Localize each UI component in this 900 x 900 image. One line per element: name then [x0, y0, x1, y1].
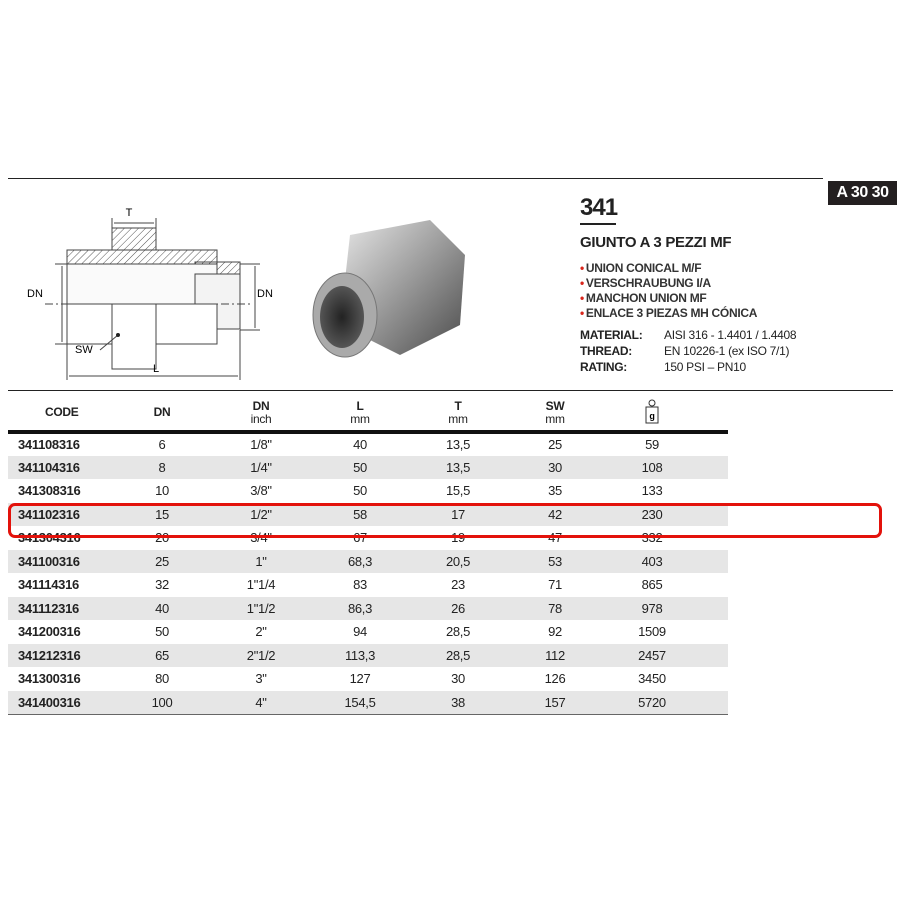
table-row	[8, 644, 728, 668]
table-cell: 15,5	[445, 483, 471, 499]
table-cell: 50	[155, 624, 169, 640]
table-cell: 341400316	[18, 694, 81, 710]
table-cell: 154,5	[344, 694, 376, 710]
table-cell: 92	[548, 624, 562, 640]
table-cell: 865	[641, 577, 663, 593]
table-cell: 3"	[255, 671, 267, 687]
dim-dn-right-label: DN	[257, 288, 273, 300]
translation-text: VERSCHRAUBUNG I/A	[585, 276, 711, 290]
table-row	[8, 691, 728, 715]
table-cell: 32	[155, 577, 169, 593]
table-cell: 341108316	[18, 437, 80, 453]
header-unit: mm	[350, 411, 370, 426]
table-cell: 332	[641, 530, 663, 546]
top-divider	[8, 178, 823, 179]
table-cell: 38	[451, 694, 465, 710]
table-row	[8, 456, 728, 480]
table-cell: 1"1/4	[246, 577, 276, 593]
spec-rating	[580, 360, 746, 374]
table-cell: 1/8"	[250, 437, 272, 453]
table-header-row	[8, 395, 728, 432]
table-cell: 59	[645, 437, 659, 453]
translation-text: UNION CONICAL M/F	[585, 261, 702, 275]
table-cell: 80	[155, 671, 169, 687]
table-cell: 5720	[638, 694, 666, 710]
table-cell: 1"1/2	[246, 600, 276, 616]
product-code: 341	[580, 194, 618, 221]
table-row	[8, 667, 728, 691]
table-cell: 17	[451, 506, 465, 522]
table-cell-empty	[700, 691, 728, 715]
header-label: DN	[153, 405, 171, 419]
header-unit: inch	[250, 411, 272, 426]
mid-divider	[8, 390, 893, 391]
table-cell: 341102316	[18, 506, 80, 522]
table-cell-empty	[700, 456, 728, 480]
table-cell: 230	[641, 506, 663, 522]
table-cell: 86,3	[347, 600, 373, 616]
table-cell: 3/4"	[250, 530, 272, 546]
table-cell-empty	[700, 573, 728, 597]
table-cell: 68,3	[347, 553, 373, 569]
spec-thread	[580, 344, 789, 358]
dim-sw-label: SW	[75, 344, 93, 356]
column-header	[212, 395, 310, 432]
table-cell: 67	[353, 530, 367, 546]
svg-text:g: g	[649, 411, 655, 421]
header-label: L	[356, 398, 364, 413]
translation-text: MANCHON UNION MF	[585, 291, 707, 305]
table-cell: 13,5	[445, 459, 471, 475]
table-cell: 65	[155, 647, 169, 663]
table-cell: 341104316	[18, 459, 80, 475]
column-header	[506, 395, 604, 432]
table-cell: 50	[353, 483, 367, 499]
table-cell: 20,5	[445, 553, 471, 569]
table-cell: 2"1/2	[246, 647, 276, 663]
table-cell: 403	[641, 553, 663, 569]
table-cell: 23	[451, 577, 465, 593]
table-cell: 25	[155, 553, 169, 569]
table-cell: 28,5	[445, 624, 471, 640]
spec-value: 150 PSI – PN10	[664, 360, 746, 374]
table-cell: 113,3	[344, 647, 376, 663]
table-cell: 3450	[638, 671, 666, 687]
table-cell-empty	[700, 432, 728, 456]
spec-value: AISI 316 - 1.4401 / 1.4408	[664, 328, 797, 342]
table-cell: 78	[548, 600, 562, 616]
translation-en: • UNION CONICAL M/F	[580, 261, 702, 275]
table-cell: 1509	[638, 624, 666, 640]
table-cell: 47	[548, 530, 562, 546]
header-unit: mm	[545, 411, 565, 426]
table-cell: 341112316	[18, 600, 79, 616]
table-cell: 1/4"	[250, 459, 272, 475]
table-cell: 28,5	[445, 647, 471, 663]
table-cell: 3/8"	[250, 483, 272, 499]
column-header	[604, 395, 700, 432]
product-title: GIUNTO A 3 PEZZI MF	[580, 234, 732, 251]
technical-drawing	[25, 200, 273, 385]
dim-t-label: T	[125, 207, 133, 219]
table-cell-empty	[700, 479, 728, 503]
table-cell: 25	[548, 437, 562, 453]
table-cell: 341212316	[18, 647, 81, 663]
translation-text: ENLACE 3 PIEZAS MH CÓNICA	[585, 306, 758, 320]
table-cell: 127	[349, 671, 371, 687]
table-row	[8, 620, 728, 644]
table-cell: 15	[155, 506, 169, 522]
column-header	[112, 395, 212, 432]
table-cell: 341308316	[18, 483, 81, 499]
translation-es: • ENLACE 3 PIEZAS MH CÓNICA	[580, 306, 758, 320]
table-cell: 94	[353, 624, 367, 640]
table-cell: 6	[158, 437, 166, 453]
table-cell: 108	[641, 459, 663, 475]
table-cell: 42	[548, 506, 562, 522]
table-cell: 2"	[255, 624, 267, 640]
table-cell: 100	[151, 694, 173, 710]
header-label: CODE	[45, 405, 79, 419]
table-cell: 71	[548, 577, 562, 593]
table-cell: 20	[155, 530, 169, 546]
translation-de: • VERSCHRAUBUNG I/A	[580, 276, 711, 290]
table-cell: 35	[548, 483, 562, 499]
table-cell: 13,5	[445, 437, 471, 453]
table-cell: 341300316	[18, 671, 81, 687]
spec-label: RATING:	[580, 360, 628, 374]
table-cell-empty	[700, 667, 728, 691]
table-cell: 157	[544, 694, 566, 710]
table-cell-empty	[700, 597, 728, 621]
table-cell: 58	[353, 506, 367, 522]
table-cell: 133	[641, 483, 663, 499]
code-underline	[580, 223, 616, 225]
table-cell: 10	[155, 483, 169, 499]
table-row	[8, 432, 728, 456]
dimensions-table	[8, 395, 728, 715]
dim-l-label: L	[153, 363, 160, 375]
table-row	[8, 597, 728, 621]
spec-value: EN 10226-1 (ex ISO 7/1)	[664, 344, 790, 358]
dim-dn-left-label: DN	[27, 288, 43, 300]
spec-material	[580, 328, 796, 342]
table-cell: 50	[353, 459, 367, 475]
table-cell: 8	[158, 459, 166, 475]
table-cell-empty	[700, 550, 728, 574]
weight-icon	[643, 398, 661, 424]
table-cell: 112	[545, 647, 565, 663]
table-cell: 53	[548, 553, 562, 569]
table-cell: 126	[544, 671, 566, 687]
table-cell: 19	[451, 530, 465, 546]
table-cell: 30	[451, 671, 465, 687]
header-label: T	[454, 398, 462, 413]
table-cell: 4"	[255, 694, 267, 710]
table-cell: 26	[451, 600, 465, 616]
header-unit: mm	[448, 411, 468, 426]
spec-label: MATERIAL:	[580, 328, 643, 342]
table-cell: 341200316	[18, 624, 81, 640]
table-cell: 1/2"	[250, 506, 272, 522]
column-header	[310, 395, 410, 432]
translation-fr: • MANCHON UNION MF	[580, 291, 707, 305]
spec-label: THREAD:	[580, 344, 632, 358]
product-photo	[300, 215, 470, 380]
table-cell-empty	[700, 644, 728, 668]
table-row	[8, 550, 728, 574]
column-header	[410, 395, 506, 432]
table-cell: 341114316	[18, 577, 79, 593]
table-cell: 83	[353, 577, 367, 593]
table-cell: 341100316	[18, 553, 80, 569]
table-cell: 40	[353, 437, 367, 453]
table-cell: 978	[641, 600, 663, 616]
table-cell: 30	[548, 459, 562, 475]
header-label: SW	[545, 398, 565, 413]
table-cell: 40	[155, 600, 169, 616]
table-cell: 2457	[638, 647, 666, 663]
table-row	[8, 573, 728, 597]
catalog-badge: A 30 30	[828, 181, 897, 205]
column-header	[8, 395, 112, 432]
table-row	[8, 479, 728, 503]
header-label: DN	[252, 398, 270, 413]
table-cell: 1"	[255, 553, 267, 569]
table-cell-empty	[700, 620, 728, 644]
table-cell: 341304316	[18, 530, 81, 546]
row-highlight-box	[8, 503, 882, 538]
